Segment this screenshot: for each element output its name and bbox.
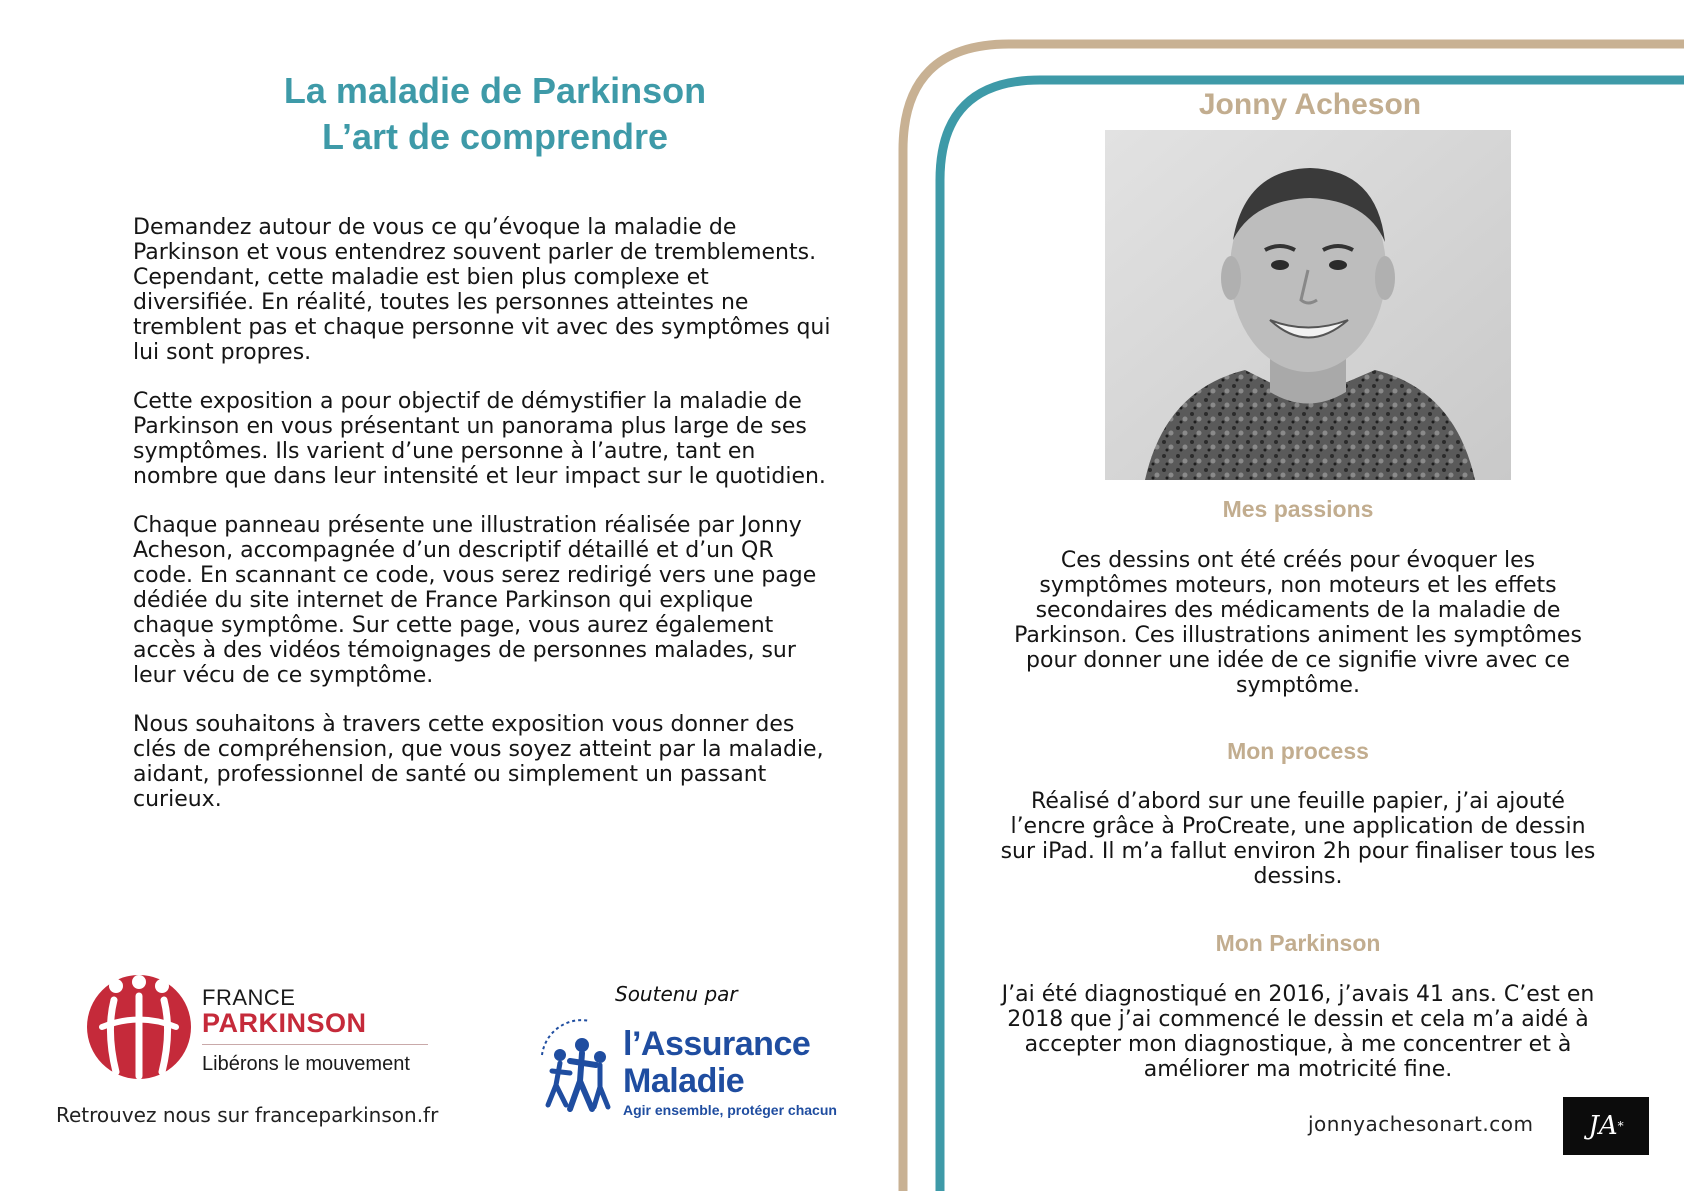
section-text-process: Réalisé d’abord sur une feuille papier, j’ai ajouté l’encre grâce à ProCreate, une application de dessin sur iPad. Il m’a fallut environ 2h pour finaliser tous les dessins. [1000, 789, 1596, 889]
section-heading-parkinson: Mon Parkinson [1215, 930, 1381, 956]
assurance-maladie-line-2: Maladie [623, 1062, 745, 1100]
title-line-2: L’art de comprendre [321, 116, 669, 157]
soutenu-par-label: Soutenu par [615, 982, 738, 1006]
artist-photo [1105, 130, 1511, 480]
title-line-1: La maladie de Parkinson [283, 70, 707, 111]
assurance-maladie-line-1: l’Assurance [623, 1025, 811, 1063]
intro-text [133, 215, 833, 836]
assurance-maladie-tagline: Agir ensemble, protéger chacun [623, 1102, 837, 1118]
intro-paragraph: Cette exposition a pour objectif de démystifier la maladie de Parkinson en vous présentant un panorama plus large de ses symptômes. Ils varient d’une personne à l’autre, tant en nombre que dans leur intensité et leur impact sur le quotidien. [133, 389, 826, 489]
portrait-image [1105, 130, 1511, 480]
assurance-maladie-logo-icon [530, 1015, 620, 1115]
fp-france-text: FRANCE [202, 985, 296, 1010]
section-text-parkinson: J’ai été diagnostiqué en 2016, j’avais 41 ans. C’est en 2018 que j’ai commencé le dessin et cela m’a aidé à accepter mon diagnostique, à me concentrer et à améliorer ma motricité fine. [1001, 982, 1595, 1082]
ja-badge-text: JA [1588, 1111, 1618, 1141]
ja-signature-badge: JA * [1563, 1097, 1649, 1155]
intro-paragraph: Demandez autour de vous ce qu’évoque la maladie de Parkinson et vous entendrez souvent parler de tremblements. Cependant, cette maladie est bien plus complexe et diversifiée. En réalité, toutes les personnes atteintes ne tremblent pas et chaque personne vit avec des symptômes qui lui sont propres. [133, 215, 831, 365]
section-text-passions: Ces dessins ont été créés pour évoquer les symptômes moteurs, non moteurs et les effets secondaires des médicaments de la maladie de Parkinson. Ces illustrations animent les symptômes pour donner une idée de ce signifie vivre avec ce symptôme. [1014, 548, 1582, 698]
france-parkinson-logo-icon [84, 972, 194, 1082]
fp-parkinson-text: PARKINSON [202, 1008, 367, 1038]
page-title [150, 68, 840, 160]
fp-divider [202, 1044, 428, 1045]
intro-paragraph: Chaque panneau présente une illustration réalisée par Jonny Acheson, accompagnée d’un descriptif détaillé et d’un QR code. En scannant ce code, vous serez redirigé vers une page dédiée du site internet de France Parkinson qui explique chaque symptôme. Sur cette page, vous aurez également accès à des vidéos témoignages de personnes malades, sur leur vécu de ce symptôme. [133, 513, 817, 688]
intro-paragraph: Nous souhaitons à travers cette exposition vous donner des clés de compréhension, que vous soyez atteint par la maladie, aidant, professionnel de santé ou simplement un passant curieux. [133, 712, 824, 812]
artist-website-text: jonnyachesonart.com [1308, 1112, 1534, 1136]
fp-website-text: Retrouvez nous sur franceparkinson.fr [56, 1103, 439, 1127]
fp-tagline: Libérons le mouvement [202, 1053, 410, 1075]
section-heading-passions: Mes passions [1222, 496, 1374, 522]
artist-name: Jonny Acheson [1198, 88, 1422, 121]
section-heading-process: Mon process [1227, 738, 1369, 764]
